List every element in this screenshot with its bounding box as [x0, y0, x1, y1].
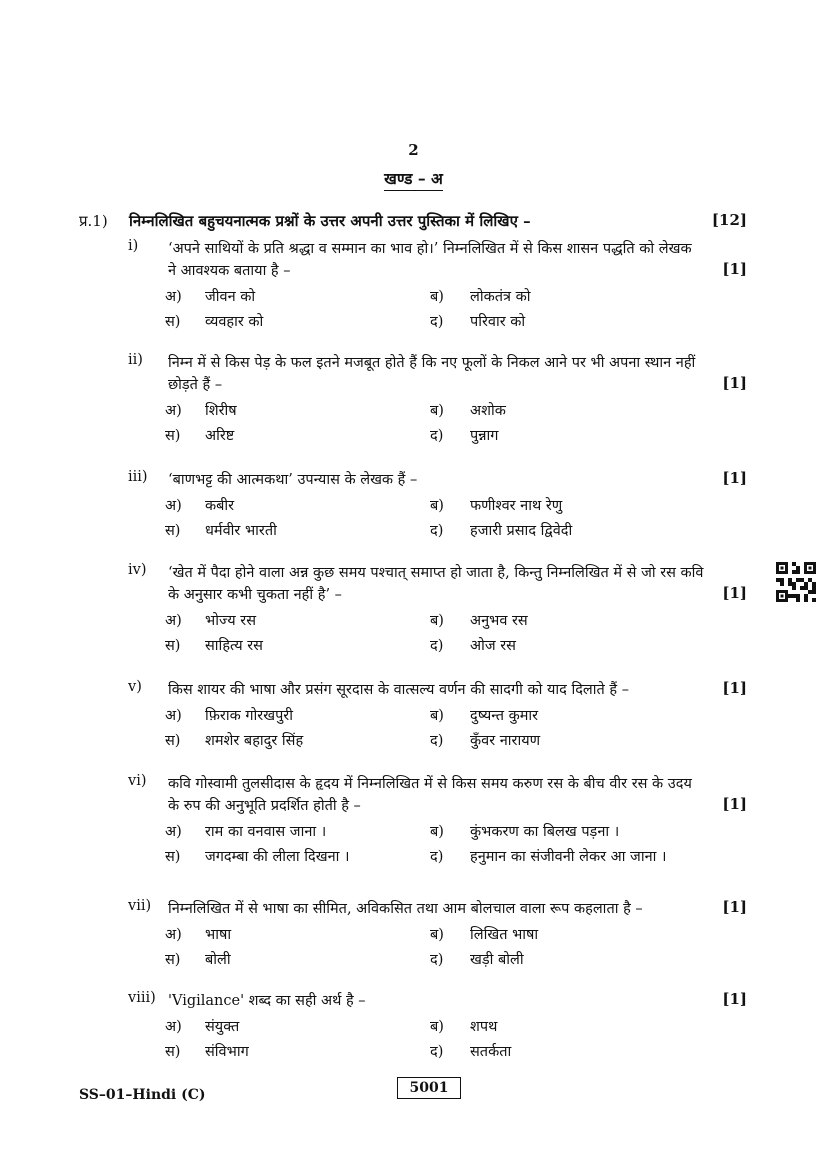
option-4: [430, 520, 572, 540]
option-1: [165, 705, 293, 725]
paper-code: SS–01–Hindi (C): [79, 1087, 206, 1103]
question-marks: [1]: [722, 795, 747, 813]
option-3: [165, 1041, 249, 1061]
section-title-text: खण्ड – अ: [384, 167, 443, 191]
option-label: स): [165, 1044, 181, 1060]
option-text: संविभाग: [205, 1044, 249, 1060]
option-3: [165, 520, 277, 540]
option-1: [165, 821, 326, 841]
question-number: vi): [128, 773, 147, 789]
option-text: ओज रस: [470, 638, 516, 654]
option-label: अ): [165, 708, 182, 724]
option-text: कबीर: [205, 498, 235, 514]
option-label: स): [165, 314, 181, 330]
question-number: iii): [128, 469, 148, 485]
option-text: लिखित भाषा: [470, 927, 539, 943]
option-2: [430, 1016, 497, 1036]
option-text: सतर्कता: [470, 1044, 512, 1060]
option-4: [430, 635, 516, 655]
option-label: अ): [165, 824, 182, 840]
question-text-line: किस शायर की भाषा और प्रसंग सूरदास के वात्सल्य वर्णन की सादगी को याद दिलाते हैं –: [168, 682, 629, 698]
question-marks: [1]: [722, 990, 747, 1008]
option-2: [430, 495, 562, 515]
option-1: [165, 610, 256, 630]
option-text: भोज्य रस: [205, 613, 256, 629]
option-label: द): [430, 952, 444, 968]
option-3: [165, 425, 234, 445]
option-4: [430, 730, 540, 750]
main-question-text: निम्नलिखित बहुचयनात्मक प्रश्नों के उत्तर अपनी उत्तर पुस्तिका में लिखिए –: [129, 212, 531, 230]
question-text-line: कवि गोस्वामी तुलसीदास के हृदय में निम्नलिखित में से किस समय करुण रस के बीच वीर रस के उदय: [168, 776, 692, 792]
option-text: परिवार को: [470, 314, 526, 330]
option-text: व्यवहार को: [205, 314, 264, 330]
option-label: अ): [165, 613, 182, 629]
option-1: [165, 495, 234, 515]
option-label: अ): [165, 927, 182, 943]
question-number: vii): [128, 898, 152, 914]
option-text: शपथ: [470, 1019, 498, 1035]
option-label: द): [430, 849, 444, 865]
question-text-line: छोड़ते हैं –: [168, 377, 223, 393]
option-4: [430, 425, 498, 445]
option-label: स): [165, 952, 181, 968]
option-text: हनुमान का संजीवनी लेकर आ जाना ।: [470, 849, 667, 865]
option-label: ब): [430, 927, 444, 943]
question-number: iv): [128, 562, 147, 578]
option-text: कुँवर नारायण: [470, 733, 541, 749]
question-text-line: के अनुसार कभी चुकता नहीं है’ –: [168, 587, 342, 603]
question-text-line: के रुप की अनुभूति प्रदर्शित होती है –: [168, 798, 361, 814]
option-label: स): [165, 638, 181, 654]
option-text: संयुक्त: [205, 1019, 240, 1035]
option-2: [430, 924, 538, 944]
option-label: ब): [430, 1019, 444, 1035]
option-text: शमशेर बहादुर सिंह: [205, 733, 304, 749]
option-4: [430, 949, 524, 969]
option-text: पुन्नाग: [470, 428, 499, 444]
option-text: साहित्य रस: [205, 638, 263, 654]
option-label: ब): [430, 289, 444, 305]
question-marks: [1]: [722, 374, 747, 392]
option-2: [430, 821, 619, 841]
option-label: स): [165, 523, 181, 539]
option-text: हजारी प्रसाद द्विवेदी: [470, 523, 573, 539]
question-marks: [1]: [722, 584, 747, 602]
option-3: [165, 846, 349, 866]
paper-number-box: 5001: [397, 1077, 461, 1099]
option-text: फणीश्वर नाथ रेणु: [470, 498, 563, 514]
option-label: अ): [165, 403, 182, 419]
option-text: राम का वनवास जाना ।: [205, 824, 327, 840]
option-label: द): [430, 314, 444, 330]
option-text: अरिष्ट: [205, 428, 235, 444]
option-3: [165, 949, 231, 969]
option-text: शिरीष: [205, 403, 237, 419]
question-number: ii): [128, 352, 143, 368]
option-text: खड़ी बोली: [470, 952, 524, 968]
option-label: अ): [165, 498, 182, 514]
question-text-line: निम्न में से किस पेड़ के फल इतने मजबूत होते हैं कि नए फूलों के निकल आने पर भी अपना स्थान नहीं: [168, 355, 696, 371]
question-marks: [1]: [722, 898, 747, 916]
option-1: [165, 1016, 239, 1036]
option-label: स): [165, 849, 181, 865]
option-text: फ़िराक गोरखपुरी: [205, 708, 293, 724]
option-2: [430, 400, 506, 420]
option-label: अ): [165, 1019, 182, 1035]
option-label: स): [165, 428, 181, 444]
option-text: जगदम्बा की लीला दिखना ।: [205, 849, 350, 865]
option-label: ब): [430, 403, 444, 419]
option-4: [430, 311, 525, 331]
option-label: स): [165, 733, 181, 749]
question-number: viii): [128, 990, 156, 1006]
option-label: ब): [430, 613, 444, 629]
option-label: ब): [430, 498, 444, 514]
option-3: [165, 311, 263, 331]
question-text-line: 'Vigilance' शब्द का सही अर्थ है –: [168, 993, 366, 1009]
option-text: अनुभव रस: [470, 613, 528, 629]
option-text: अशोक: [470, 403, 506, 419]
option-label: ब): [430, 824, 444, 840]
question-text-line: ‘बाणभट्ट की आत्मकथा’ उपन्यास के लेखक हैं –: [168, 472, 418, 488]
option-4: [430, 846, 666, 866]
option-text: लोकतंत्र को: [470, 289, 531, 305]
option-label: ब): [430, 708, 444, 724]
option-text: जीवन को: [205, 289, 256, 305]
question-text-line: ‘अपने साथियों के प्रति श्रद्धा व सम्मान का भाव हो।’ निम्नलिखित में से किस शासन पद्धति को लेखक: [168, 241, 692, 257]
option-1: [165, 924, 231, 944]
main-question-marks: [12]: [711, 211, 747, 229]
option-3: [165, 635, 263, 655]
qr-code-icon: [776, 562, 816, 602]
question-marks: [1]: [722, 260, 747, 278]
option-4: [430, 1041, 511, 1061]
option-text: बोली: [205, 952, 231, 968]
option-2: [430, 610, 528, 630]
option-label: द): [430, 428, 444, 444]
option-text: कुंभकरण का बिलख पड़ना ।: [470, 824, 620, 840]
option-label: द): [430, 638, 444, 654]
option-1: [165, 286, 255, 306]
option-label: अ): [165, 289, 182, 305]
page-number: 2: [408, 141, 419, 159]
question-text-line: ‘खेत में पैदा होने वाला अन्न कुछ समय पश्चात् समाप्त हो जाता है, किन्तु निम्नलिखित में से जो रस कवि: [168, 565, 704, 581]
option-text: दुष्यन्त कुमार: [470, 708, 539, 724]
option-2: [430, 705, 538, 725]
main-question-number: प्र.1): [79, 212, 108, 230]
option-text: धर्मवीर भारती: [205, 523, 277, 539]
question-text-line: निम्नलिखित में से भाषा का सीमित, अविकसित तथा आम बोलचाल वाला रूप कहलाता है –: [168, 901, 643, 917]
section-title: [0, 167, 827, 191]
option-label: द): [430, 523, 444, 539]
option-1: [165, 400, 237, 420]
option-label: द): [430, 733, 444, 749]
option-2: [430, 286, 531, 306]
question-marks: [1]: [722, 469, 747, 487]
option-text: भाषा: [205, 927, 232, 943]
option-label: द): [430, 1044, 444, 1060]
question-text-line: ने आवश्यक बताया है –: [168, 263, 291, 279]
option-3: [165, 730, 303, 750]
question-number: v): [128, 679, 142, 695]
question-number: i): [128, 238, 139, 254]
question-marks: [1]: [722, 679, 747, 697]
